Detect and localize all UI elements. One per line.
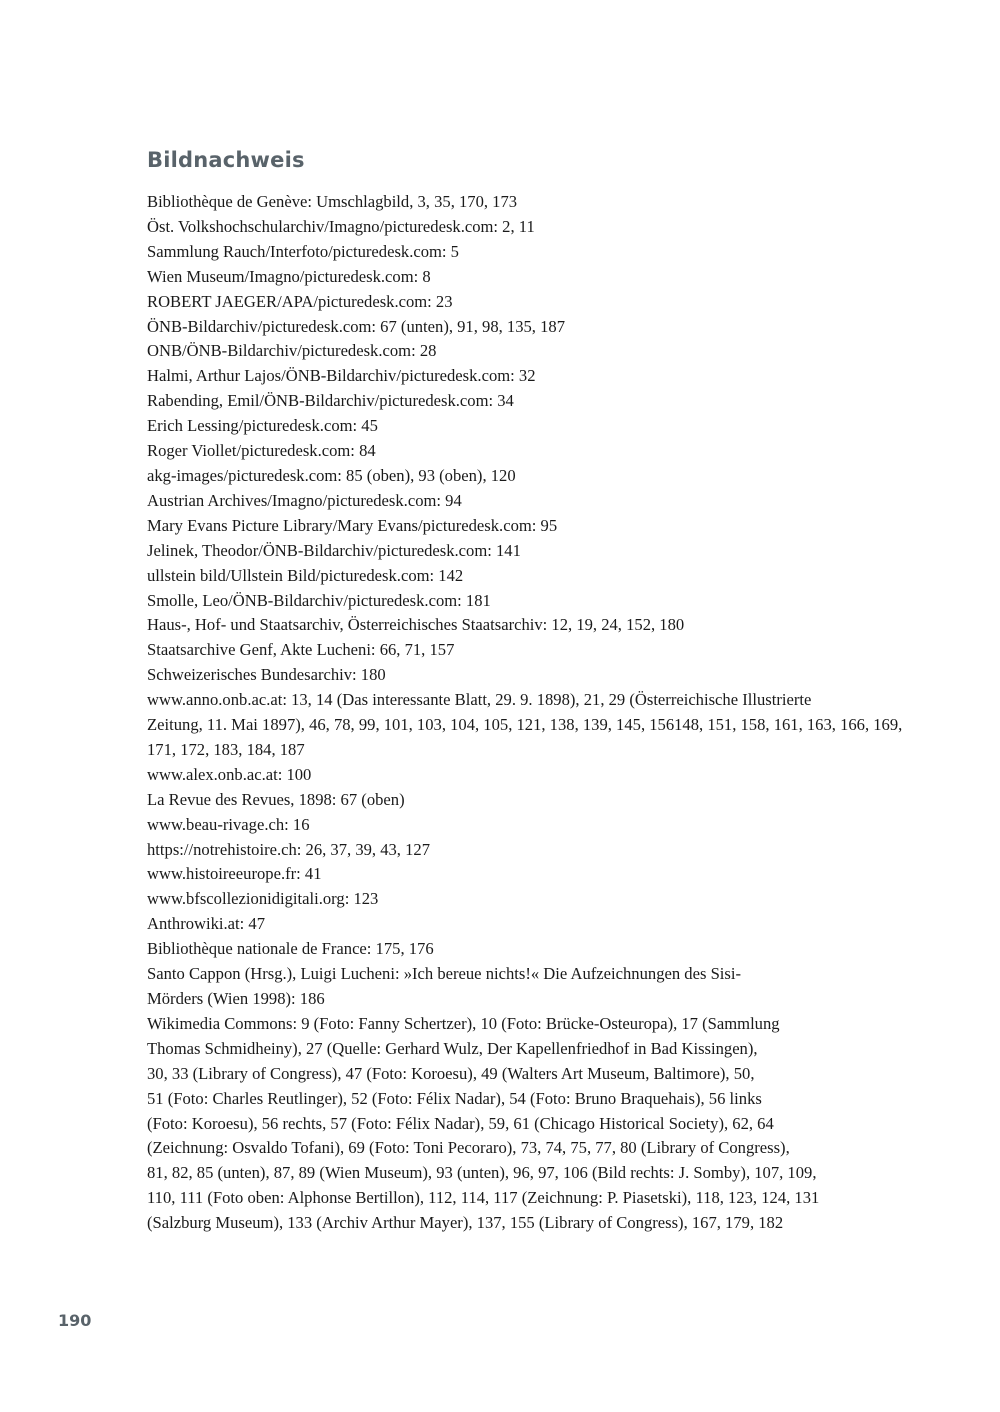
credit-entry [147, 638, 837, 663]
credit-entry [147, 788, 837, 813]
credit-line: ROBERT JAEGER/APA/picturedesk.com: 23 [147, 291, 453, 311]
credit-line: Zeitung, 11. Mai 1897), 46, 78, 99, 101, 103, 104, 105, 121, 138, 139, 145, 156148, 151, 158, 161, 163, 166, 169, [147, 715, 903, 735]
credit-line: Thomas Schmidheiny), 27 (Quelle: Gerhard Wulz, Der Kapellenfriedhof in Bad Kissingen), [147, 1038, 758, 1058]
credit-line: ONB/ÖNB-Bildarchiv/picturedesk.com: 28 [147, 341, 437, 361]
credit-line: Anthrowiki.at: 47 [147, 914, 265, 934]
credit-entry [147, 613, 837, 638]
credit-line: (Foto: Koroesu), 56 rechts, 57 (Foto: Félix Nadar), 59, 61 (Chicago Historical Society), 62, 64 [147, 1113, 774, 1133]
credit-line: La Revue des Revues, 1898: 67 (oben) [147, 789, 405, 809]
credit-line: Öst. Volkshochschularchiv/Imagno/picturedesk.com: 2, 11 [147, 216, 535, 236]
credit-line: Rabending, Emil/ÖNB-Bildarchiv/picturedesk.com: 34 [147, 391, 514, 411]
credit-line: Erich Lessing/picturedesk.com: 45 [147, 416, 378, 436]
credit-line: Wien Museum/Imagno/picturedesk.com: 8 [147, 266, 431, 286]
credit-entry [147, 290, 837, 315]
credit-line: www.anno.onb.ac.at: 13, 14 (Das interessante Blatt, 29. 9. 1898), 21, 29 (Österreichische Illustrierte [147, 690, 812, 710]
credit-line: https://notrehistoire.ch: 26, 37, 39, 43, 127 [147, 839, 430, 859]
credit-entry [147, 464, 837, 489]
credit-entry [147, 1012, 837, 1236]
credit-entry [147, 887, 837, 912]
credit-line: ÖNB-Bildarchiv/picturedesk.com: 67 (unten), 91, 98, 135, 187 [147, 316, 565, 336]
credit-entry [147, 315, 837, 340]
credit-entry [147, 514, 837, 539]
credit-entry [147, 813, 837, 838]
credit-line: 81, 82, 85 (unten), 87, 89 (Wien Museum), 93 (unten), 96, 97, 106 (Bild rechts: J. Somby), 107, 109, [147, 1163, 817, 1183]
credit-entry [147, 962, 837, 1012]
credit-line: Mary Evans Picture Library/Mary Evans/picturedesk.com: 95 [147, 515, 558, 535]
credit-entry [147, 190, 837, 215]
credit-line: Mörders (Wien 1998): 186 [147, 989, 325, 1008]
credit-line: 30, 33 (Library of Congress), 47 (Foto: Koroesu), 49 (Walters Art Museum, Baltimore), 50, [147, 1063, 755, 1083]
credit-line: Roger Viollet/picturedesk.com: 84 [147, 441, 376, 461]
credit-line: www.alex.onb.ac.at: 100 [147, 764, 312, 784]
credit-line: Sammlung Rauch/Interfoto/picturedesk.com: 5 [147, 241, 459, 261]
credit-entry [147, 265, 837, 290]
credit-entry [147, 389, 837, 414]
credit-entry [147, 564, 837, 589]
credit-entry [147, 937, 837, 962]
credit-entry [147, 240, 837, 265]
credit-line: Wikimedia Commons: 9 (Foto: Fanny Schertzer), 10 (Foto: Brücke-Osteuropa), 17 (Sammlung [147, 1013, 780, 1033]
credit-line: Halmi, Arthur Lajos/ÖNB-Bildarchiv/picturedesk.com: 32 [147, 366, 536, 386]
credit-line: 110, 111 (Foto oben: Alphonse Bertillon), 112, 114, 117 (Zeichnung: P. Piasetski), 118, 123, 124, 131 [147, 1188, 820, 1208]
credit-line: www.bfscollezionidigitali.org: 123 [147, 889, 379, 909]
section-heading: Bildnachweis [147, 148, 305, 172]
credit-entry [147, 688, 903, 763]
credit-entry [147, 439, 837, 464]
credit-entry [147, 862, 837, 887]
credit-line: ullstein bild/Ullstein Bild/picturedesk.com: 142 [147, 565, 464, 585]
credit-line: Santo Cappon (Hrsg.), Luigi Lucheni: »Ich bereue nichts!« Die Aufzeichnungen des Sisi- [147, 964, 742, 984]
credit-entry [147, 589, 837, 614]
credit-line: Austrian Archives/Imagno/picturedesk.com: 94 [147, 490, 462, 510]
credit-line: Smolle, Leo/ÖNB-Bildarchiv/picturedesk.com: 181 [147, 590, 491, 610]
credit-line: Schweizerisches Bundesarchiv: 180 [147, 665, 386, 685]
credit-entry [147, 215, 837, 240]
credit-line: www.histoireeurope.fr: 41 [147, 864, 322, 884]
credit-line: Staatsarchive Genf, Akte Lucheni: 66, 71, 157 [147, 640, 455, 660]
credit-entry [147, 414, 837, 439]
picture-credits-list [147, 190, 903, 1236]
credit-entry [147, 838, 837, 863]
credit-entry [147, 539, 837, 564]
credit-line: Bibliothèque nationale de France: 175, 176 [147, 939, 434, 959]
credit-line: akg-images/picturedesk.com: 85 (oben), 93 (oben), 120 [147, 465, 516, 485]
credit-line: Bibliothèque de Genève: Umschlagbild, 3, 35, 170, 173 [147, 192, 518, 211]
credit-line: (Zeichnung: Osvaldo Tofani), 69 (Foto: Toni Pecoraro), 73, 74, 75, 77, 80 (Library of Congress), [147, 1138, 790, 1158]
credit-entry [147, 489, 837, 514]
credit-entry [147, 912, 837, 937]
credit-line: Jelinek, Theodor/ÖNB-Bildarchiv/picturedesk.com: 141 [147, 540, 521, 560]
credit-entry [147, 364, 837, 389]
credit-line: 51 (Foto: Charles Reutlinger), 52 (Foto: Félix Nadar), 54 (Foto: Bruno Braquehais), 56 links [147, 1088, 762, 1108]
credit-entry [147, 663, 837, 688]
credit-line: (Salzburg Museum), 133 (Archiv Arthur Mayer), 137, 155 (Library of Congress), 167, 179, 182 [147, 1213, 784, 1233]
page-number: 190 [58, 1311, 92, 1330]
credit-line: 171, 172, 183, 184, 187 [147, 739, 305, 759]
credit-line: Haus-, Hof- und Staatsarchiv, Österreichisches Staatsarchiv: 12, 19, 24, 152, 180 [147, 615, 685, 635]
credit-line: www.beau-rivage.ch: 16 [147, 814, 310, 834]
credit-entry [147, 763, 837, 788]
credit-entry [147, 339, 837, 364]
